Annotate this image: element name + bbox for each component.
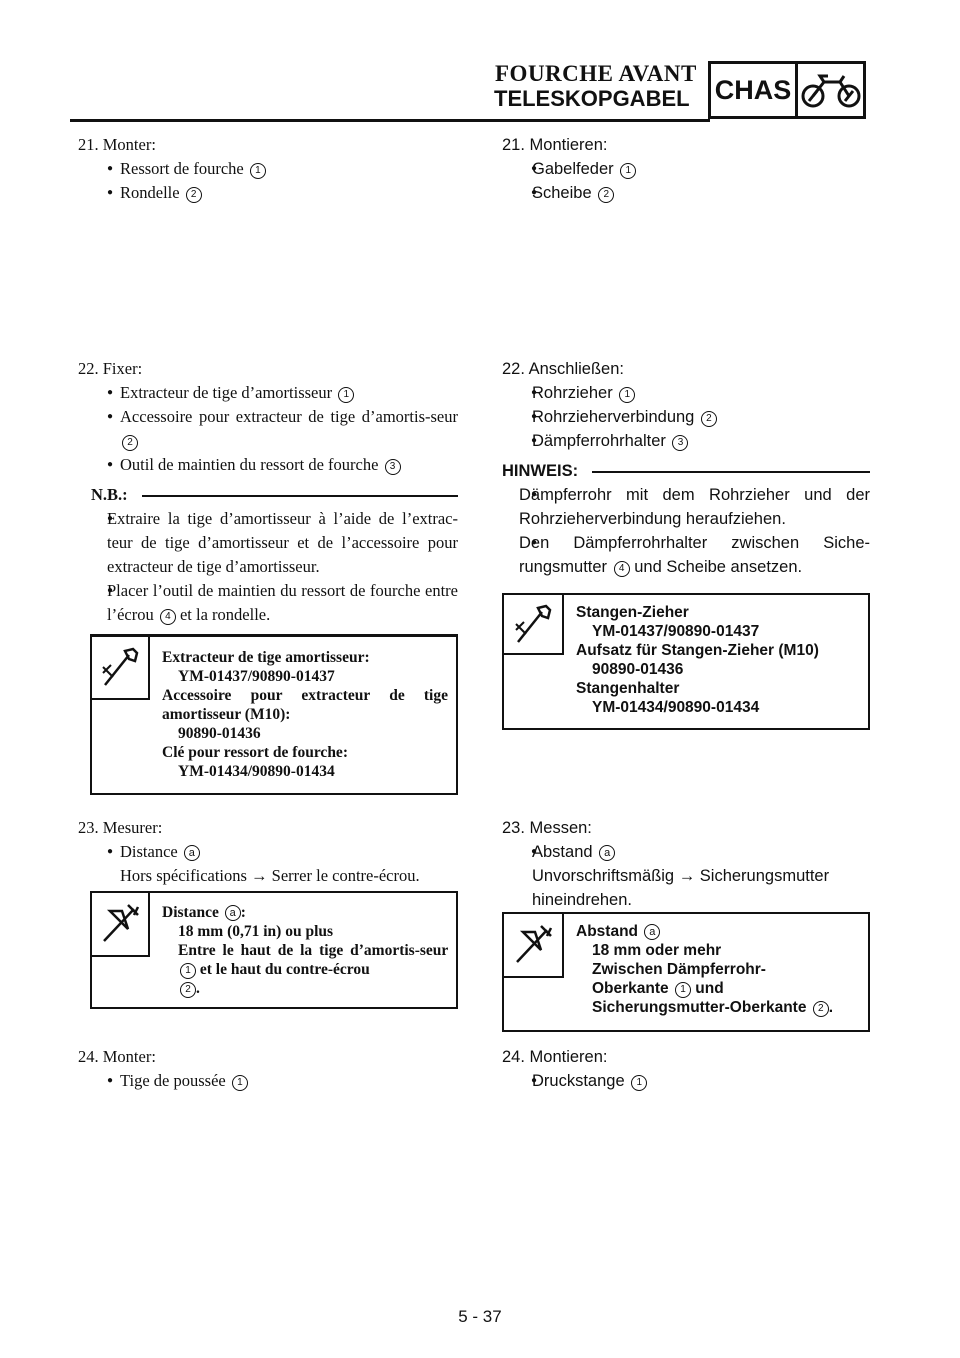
callout-2: 2 <box>813 1001 829 1017</box>
fr-step-22 <box>78 357 458 637</box>
spec-box-de <box>502 912 870 1032</box>
list-item: ● Abstand a <box>502 840 870 864</box>
de-step-22 <box>502 357 870 595</box>
list-item: ● Rohrzieher 1 <box>502 381 870 405</box>
special-tool-box-de <box>502 593 870 730</box>
list-item: ● Gabelfeder 1 <box>502 157 870 181</box>
tool-list: Stangen-Zieher YM-01437/90890-01437 Aufsatz für Stangen-Zieher (M10) 90890-01436 Stangenhalter YM-01434/90890-01434 <box>576 604 819 716</box>
spec-result: Unvorschriftsmäßig → Sicherungsmutter hineindrehen. <box>532 867 830 909</box>
de-step-24-title: 24. Montieren: <box>502 1048 608 1066</box>
callout-1: 1 <box>631 1075 647 1091</box>
callout-1: 1 <box>232 1075 248 1091</box>
title-fr: FOURCHE AVANT <box>495 61 697 86</box>
list-item: ● Distance a <box>78 840 458 864</box>
callout-1: 1 <box>675 982 691 998</box>
section-label: CHAS <box>711 64 798 116</box>
caliper-icon <box>504 914 564 978</box>
list-item: ● Scheibe 2 <box>502 181 870 205</box>
de-step-23 <box>502 816 870 912</box>
list-item: ● Tige de poussée 1 <box>78 1069 458 1093</box>
caliper-icon <box>92 893 150 957</box>
note-item: ● Extraire la tige d’amortisseur à l’aide de l’extrac-teur de tige d’amortisseur et de l’accessoire pour extracteur de tige d’amortisseur. <box>78 507 458 579</box>
list-item: ● Accessoire pour extracteur de tige d’amortis-seur 2 <box>78 405 458 453</box>
callout-1: 1 <box>180 963 196 979</box>
note-item: ● Placer l’outil de maintien du ressort de fourche entre l’écrou 4 et la rondelle. <box>78 579 458 627</box>
page-number: 5 - 37 <box>458 1307 502 1326</box>
note-header: HINWEIS: <box>502 459 870 483</box>
wrench-icon <box>504 595 564 655</box>
fr-step-21 <box>78 133 458 205</box>
wrench-icon <box>92 636 150 700</box>
callout-a: a <box>225 905 241 921</box>
fr-step-23 <box>78 816 458 888</box>
header-rule <box>70 119 710 122</box>
list-item: ● Rondelle 2 <box>78 181 458 205</box>
callout-a: a <box>644 924 660 940</box>
de-step-23-title: 23. Messen: <box>502 819 592 837</box>
spec-text: Abstand a 18 mm oder mehr Zwischen Dämpferrohr- Oberkante 1 und Sicherungsmutter-Oberkante 2 . <box>576 923 834 1016</box>
list-item: ● Outil de maintien du ressort de fourche 3 <box>78 453 458 477</box>
de-step-21-title: 21. Montieren: <box>502 136 608 154</box>
list-item: ● Druckstange 1 <box>502 1069 870 1093</box>
title-de: TELESKOPGABEL <box>494 86 690 111</box>
callout-2: 2 <box>701 411 717 427</box>
list-item: ● Ressort de fourche 1 <box>78 157 458 181</box>
callout-1: 1 <box>250 163 266 179</box>
note-item: ● Den Dämpferrohrhalter zwischen Siche-rungsmutter 4 und Scheibe ansetzen. <box>502 531 870 579</box>
spec-text: Distance a : 18 mm (0,71 in) ou plus Entre le haut de la tige d’amortis-seur 1 et le haut du contre-écrou 2 . <box>162 904 448 997</box>
list-item: ● Extracteur de tige d’amortisseur 1 <box>78 381 458 405</box>
de-step-22-title: 22. Anschließen: <box>502 360 624 378</box>
callout-3: 3 <box>672 435 688 451</box>
section-badge <box>708 61 866 119</box>
de-step-21 <box>502 133 870 205</box>
list-item: ● Dämpferrohrhalter 3 <box>502 429 870 453</box>
fr-step-21-title: 21. Monter: <box>78 135 156 154</box>
spec-result: Hors spécifications → Serrer le contre-écrou. <box>120 866 420 885</box>
note-header: N.B.: <box>91 483 458 507</box>
de-step-24 <box>502 1045 870 1093</box>
fr-step-24 <box>78 1045 458 1093</box>
callout-2: 2 <box>122 435 138 451</box>
special-tool-box-fr <box>90 634 458 795</box>
callout-3: 3 <box>385 459 401 475</box>
callout-1: 1 <box>338 387 354 403</box>
callout-1: 1 <box>620 163 636 179</box>
callout-4: 4 <box>160 609 176 625</box>
callout-4: 4 <box>614 561 630 577</box>
spec-box-fr <box>90 891 458 1009</box>
note-item: ● Dämpferrohr mit dem Rohrzieher und der Rohrzieherverbindung heraufziehen. <box>502 483 870 531</box>
callout-a: a <box>599 845 615 861</box>
callout-a: a <box>184 845 200 861</box>
callout-2: 2 <box>180 982 196 998</box>
fr-step-23-title: 23. Mesurer: <box>78 818 163 837</box>
motorcycle-icon <box>798 64 863 116</box>
callout-1: 1 <box>619 387 635 403</box>
tool-list: Extracteur de tige amortisseur: YM-01437/90890-01437 Accessoire pour extracteur de tige amortisseur (M10): 90890-01436 Clé pour ressort de fourche: YM-01434/90890-01434 <box>162 649 448 780</box>
callout-2: 2 <box>598 187 614 203</box>
callout-2: 2 <box>186 187 202 203</box>
fr-step-22-title: 22. Fixer: <box>78 359 143 378</box>
list-item: ● Rohrzieherverbindung 2 <box>502 405 870 429</box>
fr-step-24-title: 24. Monter: <box>78 1047 156 1066</box>
